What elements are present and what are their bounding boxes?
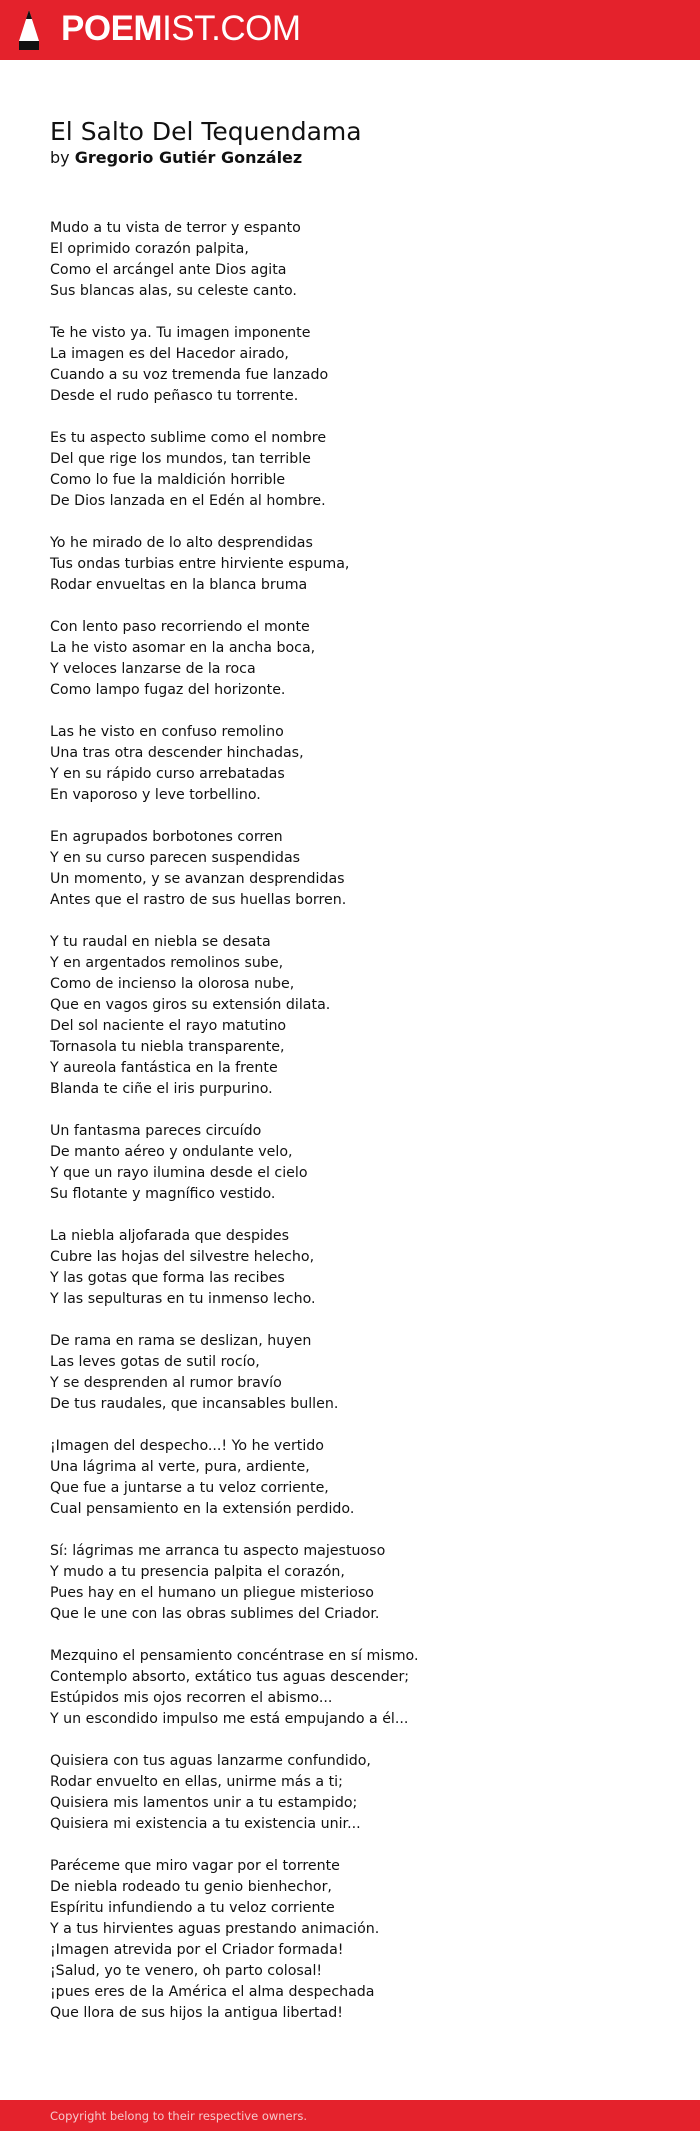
poem-line: Del que rige los mundos, tan terrible xyxy=(50,451,311,467)
poem-line: Y mudo a tu presencia palpita el corazón, xyxy=(50,1564,345,1580)
poem-line: En agrupados borbotones corren xyxy=(50,829,283,845)
poem-stanza xyxy=(50,1646,670,1730)
poem-body xyxy=(50,218,670,2045)
poem-line: De niebla rodeado tu genio bienhechor, xyxy=(50,1879,332,1895)
poem-line: Cual pensamiento en la extensión perdido. xyxy=(50,1501,355,1517)
site-logo[interactable] xyxy=(61,9,301,49)
poem-line: Con lento paso recorriendo el monte xyxy=(50,619,310,635)
poem-line: Pues hay en el humano un pliegue misterioso xyxy=(50,1585,374,1601)
site-header xyxy=(0,0,700,60)
poem-line: Que fue a juntarse a tu veloz corriente, xyxy=(50,1480,329,1496)
poem-line: Tornasola tu niebla transparente, xyxy=(50,1039,285,1055)
poem-stanza xyxy=(50,827,670,911)
poem-line: Y en su curso parecen suspendidas xyxy=(50,850,301,866)
poem-line: Es tu aspecto sublime como el nombre xyxy=(50,430,327,446)
poem-stanza xyxy=(50,1751,670,1835)
poem-byline xyxy=(50,146,302,170)
poem-line: Que llora de sus hijos la antigua libertad! xyxy=(50,2005,343,2021)
poem-line: Y que un rayo ilumina desde el cielo xyxy=(50,1165,308,1181)
poem-stanza xyxy=(50,533,670,596)
poem-line: ¡Imagen del despecho...! Yo he vertido xyxy=(50,1438,324,1454)
poem-line: Tus ondas turbias entre hirviente espuma, xyxy=(50,556,350,572)
poem-stanza xyxy=(50,932,670,1100)
poem-line: Y se desprenden al rumor bravío xyxy=(50,1375,282,1391)
poem-line: Y veloces lanzarse de la roca xyxy=(50,661,256,677)
poem-line: Y las sepulturas en tu inmenso lecho. xyxy=(50,1291,316,1307)
poem-line: Y a tus hirvientes aguas prestando animación. xyxy=(50,1921,380,1937)
poem-line: Un momento, y se avanzan desprendidas xyxy=(50,871,345,887)
copyright-notice: Copyright belong to their respective owners. xyxy=(50,2109,308,2123)
poem-line: ¡Salud, yo te venero, oh parto colosal! xyxy=(50,1963,323,1979)
poem-line: Quisiera mi existencia a tu existencia unir... xyxy=(50,1816,361,1832)
poem-line: El oprimido corazón palpita, xyxy=(50,241,249,257)
poem-line: Sí: lágrimas me arranca tu aspecto majestuoso xyxy=(50,1543,386,1559)
poem-line: Y en su rápido curso arrebatadas xyxy=(50,766,285,782)
site-footer xyxy=(0,2100,700,2131)
poem-line: Blanda te ciñe el iris purpurino. xyxy=(50,1081,273,1097)
poem-line: La he visto asomar en la ancha boca, xyxy=(50,640,316,656)
poem-line: De manto aéreo y ondulante velo, xyxy=(50,1144,293,1160)
poem-line: Como lampo fugaz del horizonte. xyxy=(50,682,286,698)
poem-line: Cuando a su voz tremenda fue lanzado xyxy=(50,367,329,383)
poem-stanza xyxy=(50,1331,670,1415)
poem-line: Antes que el rastro de sus huellas borren. xyxy=(50,892,347,908)
poem-line: Mudo a tu vista de terror y espanto xyxy=(50,220,301,236)
poem-stanza xyxy=(50,617,670,701)
poem-line: Sus blancas alas, su celeste canto. xyxy=(50,283,297,299)
poem-line: En vaporoso y leve torbellino. xyxy=(50,787,261,803)
poem-line: Una lágrima al verte, pura, ardiente, xyxy=(50,1459,310,1475)
poem-line: Como de incienso la olorosa nube, xyxy=(50,976,295,992)
poem-line: Espíritu infundiendo a tu veloz corriente xyxy=(50,1900,335,1916)
poem-line: Y las gotas que forma las recibes xyxy=(50,1270,285,1286)
poem-line: Desde el rudo peñasco tu torrente. xyxy=(50,388,299,404)
poem-line: Cubre las hojas del silvestre helecho, xyxy=(50,1249,315,1265)
poem-stanza xyxy=(50,1121,670,1205)
logo-text-bold: POEM xyxy=(61,9,163,48)
poem-line: Quisiera con tus aguas lanzarme confundido, xyxy=(50,1753,371,1769)
poem-line: Quisiera mis lamentos unir a tu estampido; xyxy=(50,1795,358,1811)
poem-line: Rodar envuelto en ellas, unirme más a ti; xyxy=(50,1774,343,1790)
poem-line: Yo he mirado de lo alto desprendidas xyxy=(50,535,313,551)
poem-title: El Salto Del Tequendama xyxy=(50,117,362,146)
logo-text-light: IST.COM xyxy=(162,9,301,48)
poem-line: Te he visto ya. Tu imagen imponente xyxy=(50,325,311,341)
poem-line: Como el arcángel ante Dios agita xyxy=(50,262,287,278)
poem-stanza xyxy=(50,1541,670,1625)
poem-line: Las he visto en confuso remolino xyxy=(50,724,284,740)
poem-author: Gregorio Gutiér González xyxy=(74,148,303,167)
poem-line: Un fantasma pareces circuído xyxy=(50,1123,262,1139)
poem-line: Paréceme que miro vagar por el torrente xyxy=(50,1858,340,1874)
poem-line: Que le une con las obras sublimes del Criador. xyxy=(50,1606,380,1622)
poem-line: Y un escondido impulso me está empujando a él... xyxy=(50,1711,409,1727)
poem-line: De Dios lanzada en el Edén al hombre. xyxy=(50,493,326,509)
poem-line: Como lo fue la maldición horrible xyxy=(50,472,286,488)
poem-line: Y aureola fantástica en la frente xyxy=(50,1060,278,1076)
poem-line: Estúpidos mis ojos recorren el abismo... xyxy=(50,1690,333,1706)
poem-line: ¡Imagen atrevida por el Criador formada! xyxy=(50,1942,344,1958)
poem-line: Y en argentados remolinos sube, xyxy=(50,955,284,971)
poem-line: La niebla aljofarada que despides xyxy=(50,1228,290,1244)
poem-stanza xyxy=(50,1436,670,1520)
poem-stanza xyxy=(50,218,670,302)
poem-line: Mezquino el pensamiento concéntrase en sí mismo. xyxy=(50,1648,419,1664)
poem-line: Del sol naciente el rayo matutino xyxy=(50,1018,287,1034)
poem-line: De rama en rama se deslizan, huyen xyxy=(50,1333,312,1349)
poem-stanza xyxy=(50,428,670,512)
byline-prefix: by xyxy=(50,148,70,167)
poem-stanza xyxy=(50,1226,670,1310)
poem-line: La imagen es del Hacedor airado, xyxy=(50,346,289,362)
poem-line: Rodar envueltas en la blanca bruma xyxy=(50,577,308,593)
poem-line: Las leves gotas de sutil rocío, xyxy=(50,1354,260,1370)
poem-stanza xyxy=(50,323,670,407)
poem-line: De tus raudales, que incansables bullen. xyxy=(50,1396,339,1412)
poem-line: Que en vagos giros su extensión dilata. xyxy=(50,997,331,1013)
poem-line: Su flotante y magnífico vestido. xyxy=(50,1186,276,1202)
poem-stanza xyxy=(50,722,670,806)
poem-line: Una tras otra descender hinchadas, xyxy=(50,745,304,761)
poem-stanza xyxy=(50,1856,670,2024)
pencil-logo-icon[interactable] xyxy=(16,8,42,52)
poem-line: Y tu raudal en niebla se desata xyxy=(50,934,271,950)
poem-line: Contemplo absorto, extático tus aguas descender; xyxy=(50,1669,410,1685)
poem-line: ¡pues eres de la América el alma despechada xyxy=(50,1984,375,2000)
